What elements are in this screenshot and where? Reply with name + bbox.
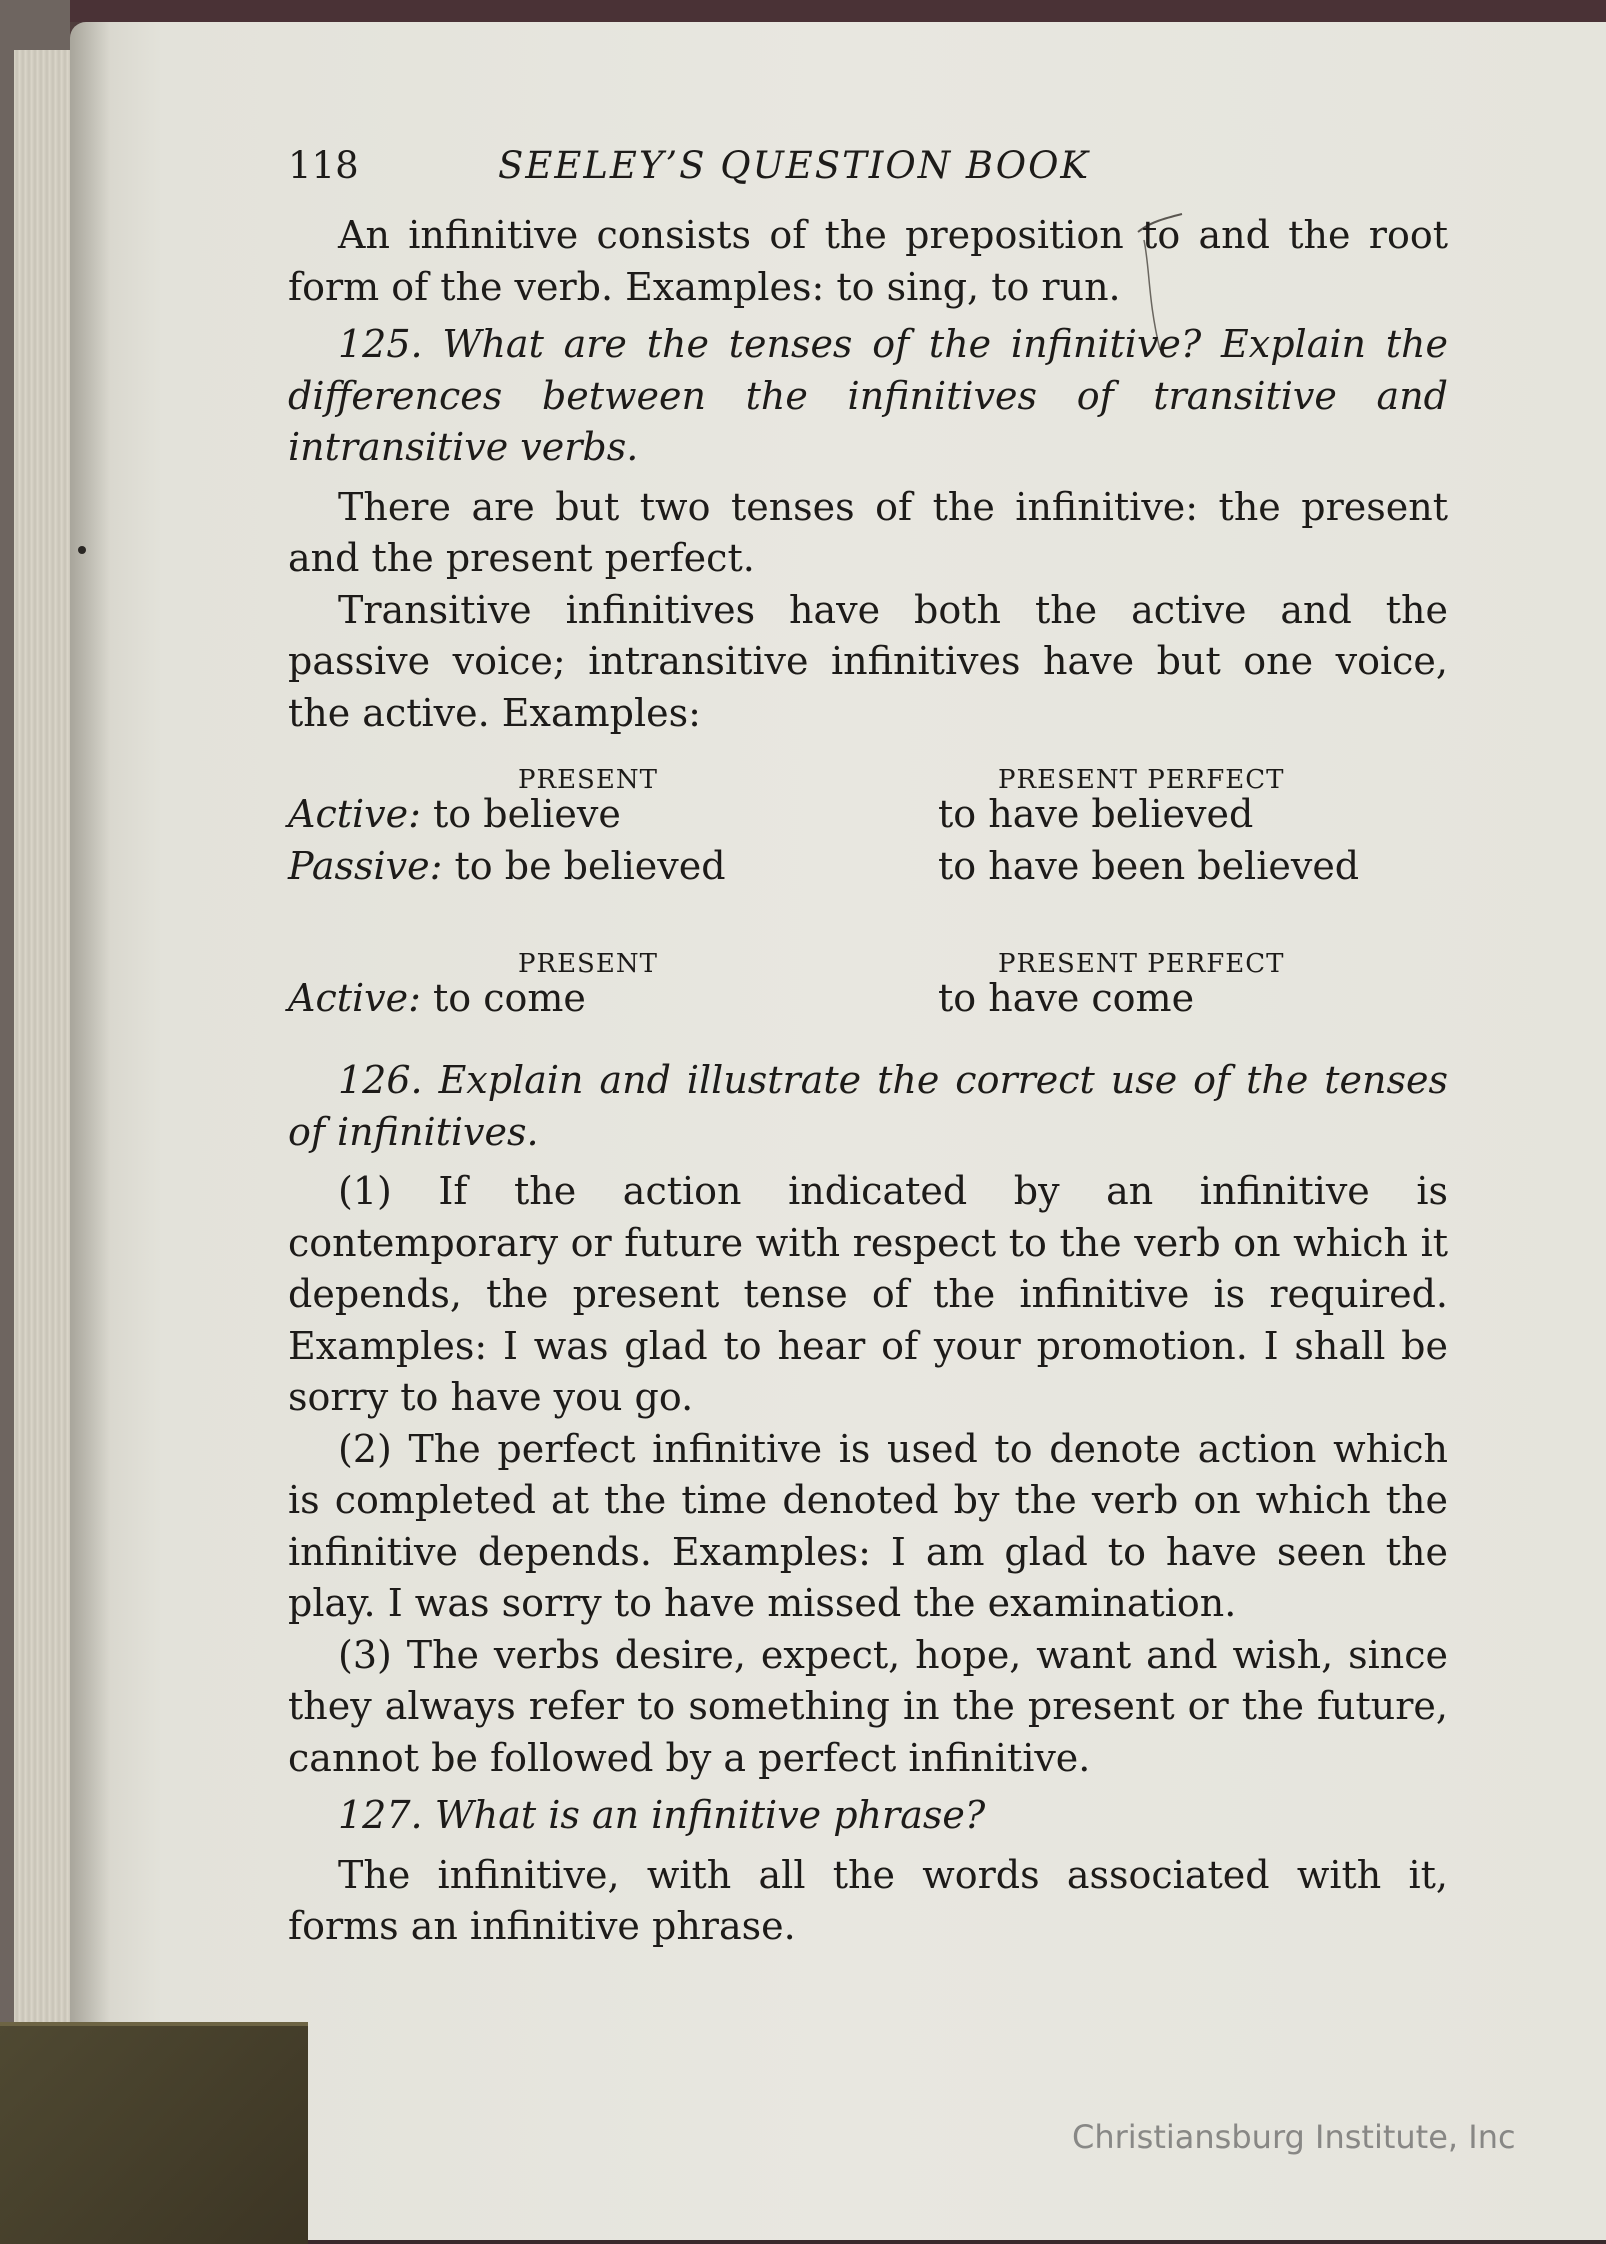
row-present: to be believed	[454, 844, 726, 888]
question-127: 127. What is an infinitive phrase?	[338, 1793, 986, 1837]
answer-125-p2: Transitive infinitives have both the active and the passive voice; intransitive infinitives have but one voice, the active. Examples:	[288, 587, 1448, 735]
column-head-present: PRESENT	[518, 949, 658, 979]
row-perfect: to have come	[938, 976, 1195, 1020]
row-label: Active:	[288, 976, 421, 1020]
table-row	[288, 841, 1360, 893]
row-perfect: to have been believed	[938, 844, 1360, 888]
row-present: to believe	[433, 792, 621, 836]
spine-shadow	[70, 22, 110, 2240]
page-header	[288, 140, 1448, 210]
bookmark-ribbon	[0, 2022, 308, 2244]
intro-paragraph: An infinitive consists of the preposition to and the root form of the verb. Examples: to sing, to run.	[288, 213, 1448, 309]
answer-126-1: (1) If the action indicated by an infinitive is contemporary or future with respect to the verb on which it depends, the present tense of the infinitive is required. Examples: I was glad to hear of your promotion. I shall be sorry to have you go.	[288, 1169, 1448, 1419]
column-head-present: PRESENT	[518, 765, 658, 795]
column-head-present-perfect: PRESENT PERFECT	[998, 949, 1285, 979]
page-edges	[14, 50, 74, 2030]
page-text	[288, 140, 1448, 1953]
question-126: 126. Explain and illustrate the correct use of the tenses of infinitives.	[288, 1058, 1448, 1154]
answer-127: The infinitive, with all the words associated with it, forms an infinitive phrase.	[288, 1852, 1448, 1948]
answer-126-2: (2) The perfect infinitive is used to denote action which is completed at the time denoted by the verb on which the infinitive depends. Examples: I am glad to have seen the play. I was sorry to have missed the examination.	[288, 1426, 1448, 1625]
table-row	[288, 973, 1195, 1025]
running-head: SEELEY’S QUESTION BOOK	[498, 144, 1091, 187]
column-head-present-perfect: PRESENT PERFECT	[998, 765, 1285, 795]
page-number: 118	[288, 144, 359, 187]
row-present: to come	[433, 976, 586, 1020]
ink-dot	[78, 546, 86, 554]
infinitive-table-transitive	[288, 765, 1448, 945]
table-row	[288, 789, 1254, 841]
question-125: 125. What are the tenses of the infinitive? Explain the differences between the infinitives of transitive and intransitive verbs.	[288, 322, 1448, 469]
row-label: Active:	[288, 792, 421, 836]
watermark: Christiansburg Institute, Inc	[1072, 2118, 1516, 2156]
answer-126-3: (3) The verbs desire, expect, hope, want and wish, since they always refer to something in the present or the future, cannot be followed by a perfect infinitive.	[288, 1632, 1448, 1780]
row-label: Passive:	[288, 844, 443, 888]
row-perfect: to have believed	[938, 792, 1254, 836]
infinitive-table-intransitive	[288, 949, 1448, 1049]
answer-125-p1: There are but two tenses of the infinitive: the present and the present perfect.	[288, 484, 1448, 580]
